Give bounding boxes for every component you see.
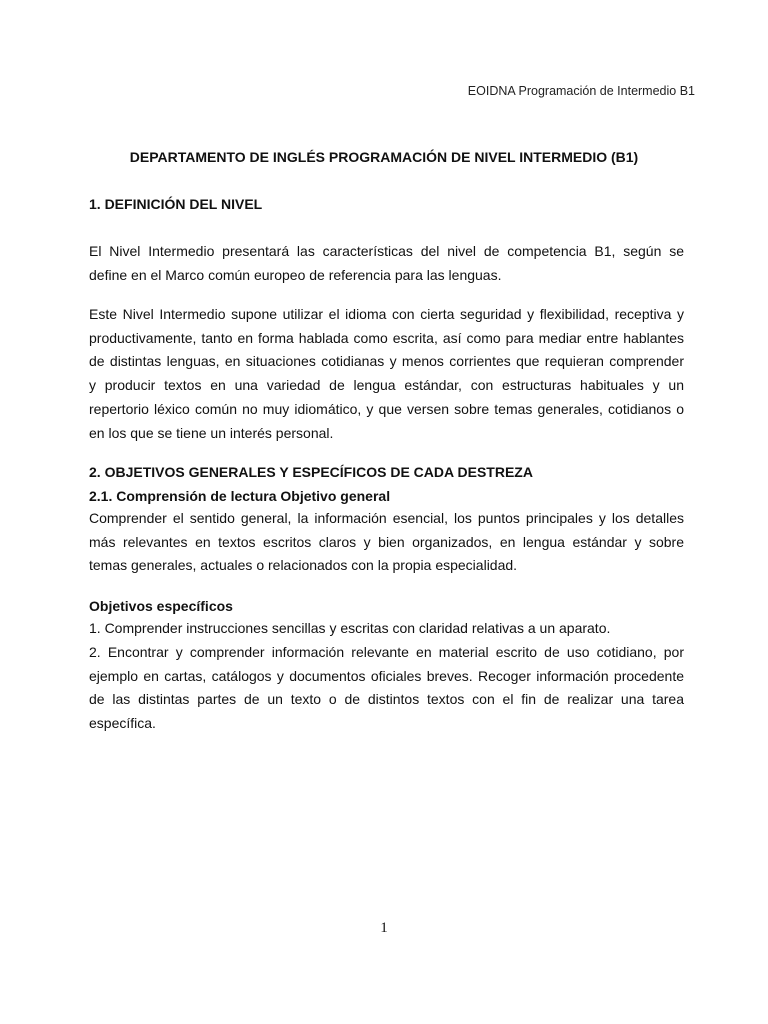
text-line: de distintas lenguas, en situaciones cotidianas y menos corrientes que requieran comprender bbox=[89, 353, 684, 370]
text-line: 1. Comprender instrucciones sencillas y escritas con claridad relativas a un aparato. bbox=[89, 620, 611, 636]
text-line: ejemplo en cartas, catálogos y documentos oficiales breves. Recoger información procedente bbox=[89, 667, 684, 684]
text-line: específica. bbox=[89, 715, 156, 732]
section-1-paragraph-1 bbox=[89, 240, 684, 287]
text-line: en los que se tiene un interés personal. bbox=[89, 424, 334, 441]
text-line: Comprender el sentido general, la información esencial, los puntos principales y los detalles bbox=[89, 510, 684, 526]
text-line: Este Nivel Intermedio supone utilizar el idioma con cierta seguridad y flexibilidad, receptiva y bbox=[89, 306, 684, 322]
document-title: DEPARTAMENTO DE INGLÉS PROGRAMACIÓN DE NIVEL INTERMEDIO (B1) bbox=[129, 149, 639, 165]
section-2-1-paragraph bbox=[89, 507, 684, 578]
page-number: 1 bbox=[380, 920, 388, 936]
section-1-paragraph-2 bbox=[89, 303, 684, 445]
text-line: 2. Encontrar y comprender información relevante en material escrito de uso cotidiano, por bbox=[89, 644, 684, 660]
text-line: de las distintas partes de un texto o de distintos textos con el fin de realizar una tarea bbox=[89, 691, 684, 708]
text-line: productivamente, tanto en forma hablada como escrita, así como para mediar entre hablantes bbox=[89, 329, 684, 346]
objective-item-1 bbox=[89, 617, 684, 641]
text-line: repertorio léxico común no muy idiomático, y que versen sobre temas generales, cotidianos o bbox=[89, 400, 684, 417]
section-2-heading: 2. OBJETIVOS GENERALES Y ESPECÍFICOS DE CADA DESTREZA bbox=[89, 464, 533, 480]
section-1-heading: 1. DEFINICIÓN DEL NIVEL bbox=[89, 196, 263, 212]
objective-item-2 bbox=[89, 641, 684, 736]
specific-objectives-heading: Objetivos específicos bbox=[89, 598, 233, 614]
text-line: y producir textos en una variedad de lengua estándar, con estructuras habituales y un bbox=[89, 377, 684, 394]
running-header: EOIDNA Programación de Intermedio B1 bbox=[467, 84, 695, 98]
text-line: más relevantes en textos escritos claros y bien organizados, en lengua estándar y sobre bbox=[89, 533, 684, 550]
text-line: temas generales, actuales o relacionados con la propia especialidad. bbox=[89, 557, 518, 574]
text-line: define en el Marco común europeo de referencia para las lenguas. bbox=[89, 266, 502, 283]
text-line: El Nivel Intermedio presentará las características del nivel de competencia B1, según se bbox=[89, 243, 684, 259]
section-2-1-subheading: 2.1. Comprensión de lectura Objetivo general bbox=[89, 488, 391, 504]
